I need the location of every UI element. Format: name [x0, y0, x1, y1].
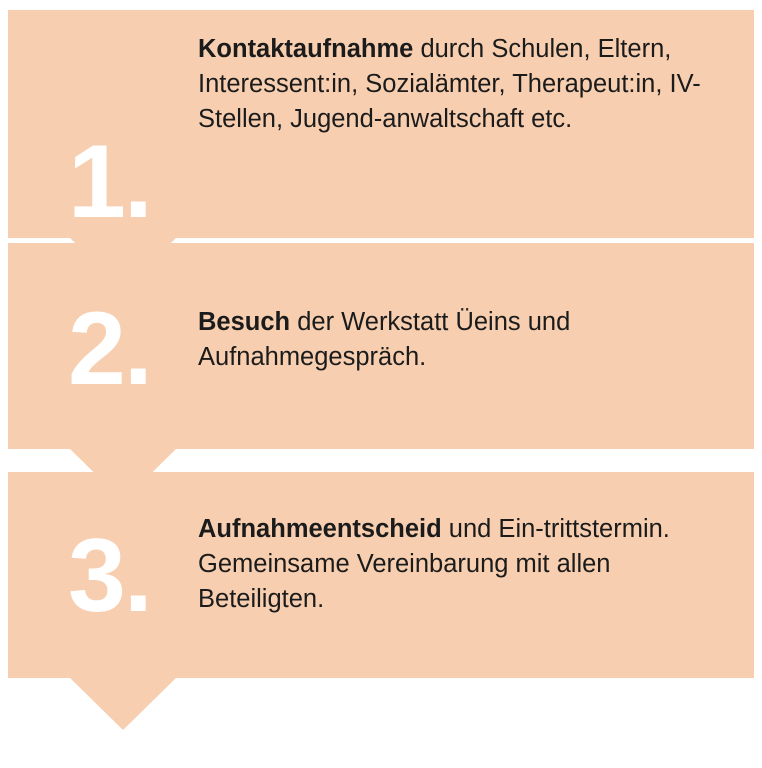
- flow-step-2-number: [8, 243, 198, 449]
- flow-step-2-lead: Besuch: [198, 308, 291, 336]
- flow-step-2-rest: der Werkstatt Üeins und Aufnahmegespräch.: [198, 308, 571, 372]
- flow-step-1-body: [8, 10, 754, 241]
- flow-step-2: [8, 243, 754, 449]
- flow-step-3-text: [198, 472, 754, 678]
- step-number-text: 2.: [68, 291, 151, 408]
- flow-step-3-number: [8, 472, 198, 678]
- flow-step-1-text: [198, 10, 754, 238]
- flow-step-2-body: [8, 243, 754, 449]
- flow-step-1-number: [8, 10, 198, 241]
- flow-step-1: [8, 10, 754, 241]
- step-number-text: 3.: [68, 518, 151, 635]
- flow-step-3-rest: und Ein-trittstermin. Gemeinsame Vereinbarung mit allen Beteiligten.: [198, 515, 670, 614]
- flow-step-3-lead: Aufnahmeentscheid: [198, 515, 442, 543]
- flow-step-2-text: [198, 243, 754, 449]
- flow-step-1-lead: Kontaktaufnahme: [198, 35, 414, 63]
- flow-arrow-3-icon: [70, 678, 176, 730]
- step-number-text: 1.: [68, 124, 151, 241]
- flow-step-1-rest: durch Schulen, Eltern, Interessent:in, Sozialämter, Therapeut:in, IV-Stellen, Jugend-anwaltschaft etc.: [198, 35, 701, 134]
- flow-step-3: [8, 472, 754, 678]
- flow-step-3-body: [8, 472, 754, 678]
